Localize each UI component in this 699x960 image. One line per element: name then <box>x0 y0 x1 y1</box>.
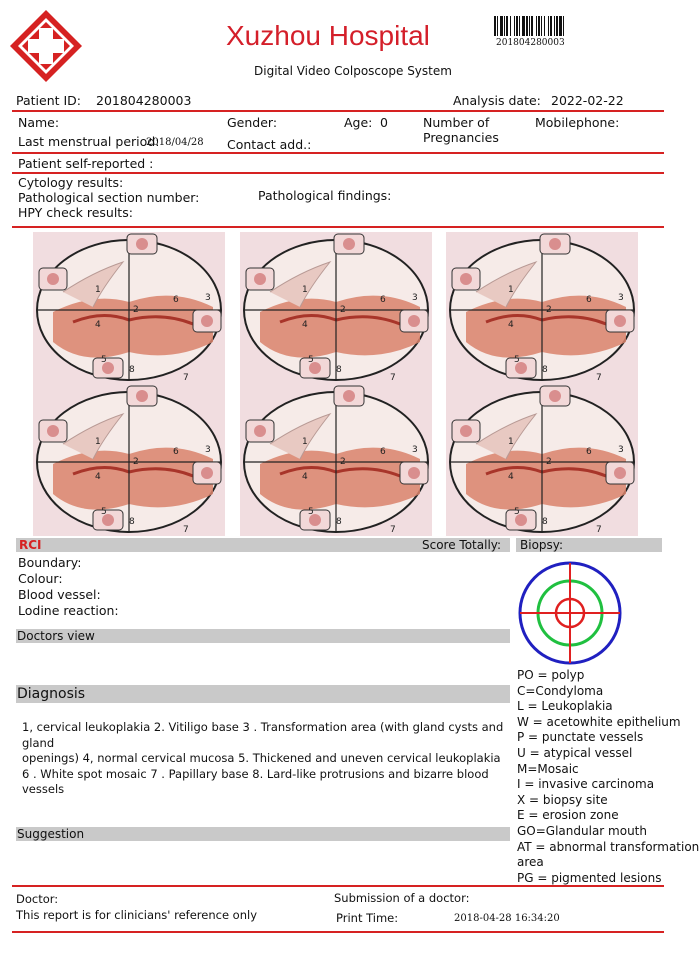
image-region-label: 4 <box>302 320 308 330</box>
divider <box>12 885 664 887</box>
image-region-label: 1 <box>508 285 514 295</box>
suggestion-bar <box>16 827 510 841</box>
divider <box>12 152 664 154</box>
analysis-date-label: Analysis date: <box>453 93 541 108</box>
contact-label: Contact add.: <box>227 137 312 152</box>
image-region-label: 1 <box>95 285 101 295</box>
image-region-label: 3 <box>412 293 418 303</box>
colposcope-image <box>240 232 432 384</box>
cytology-label: Cytology results: <box>18 175 124 190</box>
boundary-label: Boundary: <box>18 555 82 570</box>
colposcope-image <box>33 232 225 384</box>
image-region-label: 8 <box>542 365 548 375</box>
image-region-label: 2 <box>133 457 139 467</box>
disclaimer: This report is for clinicians' reference only <box>16 908 257 922</box>
image-region-label: 3 <box>618 445 624 455</box>
image-region-label: 7 <box>183 525 189 535</box>
legend-item: L = Leukoplakia <box>517 699 613 714</box>
analysis-date-value: 2022-02-22 <box>551 93 624 108</box>
colposcope-image <box>240 384 432 536</box>
doctors-view-title: Doctors view <box>17 629 95 643</box>
image-region-label: 2 <box>546 457 552 467</box>
image-region-label: 1 <box>508 437 514 447</box>
colposcope-image <box>33 384 225 536</box>
print-time-label: Print Time: <box>336 911 399 925</box>
image-region-label: 6 <box>173 447 179 457</box>
image-region-label: 5 <box>101 355 107 365</box>
image-region-label: 6 <box>586 295 592 305</box>
divider <box>12 931 664 933</box>
image-region-label: 7 <box>390 373 396 383</box>
image-region-label: 3 <box>205 293 211 303</box>
hospital-logo <box>8 8 84 84</box>
image-region-label: 8 <box>336 365 342 375</box>
iodine-label: Lodine reaction: <box>18 603 119 618</box>
legend-item: C=Condyloma <box>517 683 604 698</box>
image-region-label: 8 <box>129 365 135 375</box>
age-value: 0 <box>380 115 388 130</box>
image-region-label: 2 <box>340 457 346 467</box>
name-label: Name: <box>18 115 60 130</box>
diagnosis-line: openings) 4, normal cervical mucosa 5. Thickened and uneven cervical leukoplakia <box>22 751 501 766</box>
legend-item: PG = pigmented lesions <box>517 870 662 885</box>
biopsy-target-diagram <box>516 562 624 666</box>
image-region-label: 7 <box>390 525 396 535</box>
lmp-label: Last menstrual period: <box>18 134 160 149</box>
legend-item: area <box>517 855 544 870</box>
barcode-number: 201804280003 <box>496 38 565 48</box>
blood-vessel-label: Blood vessel: <box>18 587 101 602</box>
divider <box>12 172 664 174</box>
legend-item: PO = polyp <box>517 668 585 682</box>
pregnancies-label: Number of Pregnancies <box>423 115 499 145</box>
image-region-label: 3 <box>412 445 418 455</box>
image-region-label: 3 <box>205 445 211 455</box>
suggestion-title: Suggestion <box>17 827 85 841</box>
legend-item: X = biopsy site <box>517 792 608 807</box>
image-region-label: 5 <box>514 507 520 517</box>
submission-label: Submission of a doctor: <box>334 891 470 905</box>
divider <box>12 226 664 228</box>
image-region-label: 7 <box>596 373 602 383</box>
legend-item: W = acetowhite epithelium <box>517 714 681 729</box>
patient-id-label: Patient ID: <box>16 93 82 108</box>
legend-item: U = atypical vessel <box>517 745 633 760</box>
legend-item: E = erosion zone <box>517 808 619 823</box>
abbreviation-legend <box>517 668 699 886</box>
image-region-label: 5 <box>308 355 314 365</box>
mobile-label: Mobilephone: <box>535 115 620 130</box>
image-region-label: 6 <box>586 447 592 457</box>
diagnosis-line: 6 . White spot mosaic 7 . Papillary base 8. Lard-like protrusions and bizarre blood vessels <box>22 766 489 797</box>
image-region-label: 6 <box>380 295 386 305</box>
image-region-label: 4 <box>95 320 101 330</box>
image-region-label: 7 <box>596 525 602 535</box>
image-region-label: 5 <box>514 355 520 365</box>
image-region-label: 5 <box>308 507 314 517</box>
colour-label: Colour: <box>18 571 63 586</box>
legend-item: AT = abnormal transformation <box>517 839 699 854</box>
image-region-label: 8 <box>542 517 548 527</box>
system-name: Digital Video Colposcope System <box>254 64 452 78</box>
legend-item: M=Mosaic <box>517 761 579 776</box>
diagnosis-bar <box>16 685 510 703</box>
image-region-label: 1 <box>95 437 101 447</box>
legend-item: I = invasive carcinoma <box>517 777 655 792</box>
findings-label: Pathological findings: <box>258 188 392 203</box>
image-region-label: 2 <box>340 305 346 315</box>
image-region-label: 3 <box>618 293 624 303</box>
section-number-label: Pathological section number: <box>18 190 200 205</box>
image-region-label: 7 <box>183 373 189 383</box>
doctor-label: Doctor: <box>16 892 59 906</box>
image-region-label: 4 <box>508 320 514 330</box>
gender-label: Gender: <box>227 115 278 130</box>
image-region-label: 2 <box>133 305 139 315</box>
hospital-name: Xuzhou Hospital <box>226 20 430 51</box>
colposcope-image <box>446 232 638 384</box>
rci-title: RCI <box>19 538 42 552</box>
diagnosis-text <box>22 720 512 798</box>
image-region-label: 8 <box>129 517 135 527</box>
image-region-label: 6 <box>380 447 386 457</box>
image-region-label: 4 <box>508 472 514 482</box>
barcode <box>494 16 634 36</box>
colposcope-image <box>446 384 638 536</box>
score-label: Score Totally: <box>422 538 502 552</box>
image-region-label: 4 <box>95 472 101 482</box>
image-region-label: 6 <box>173 295 179 305</box>
image-region-label: 5 <box>101 507 107 517</box>
diagnosis-title: Diagnosis <box>17 686 86 702</box>
legend-item: P = punctate vessels <box>517 730 644 745</box>
image-region-label: 1 <box>302 285 308 295</box>
age-label: Age: <box>344 115 373 130</box>
image-region-label: 8 <box>336 517 342 527</box>
hpv-label: HPY check results: <box>18 205 133 220</box>
image-region-label: 4 <box>302 472 308 482</box>
divider <box>12 110 664 112</box>
image-region-label: 1 <box>302 437 308 447</box>
legend-item: GO=Glandular mouth <box>517 823 647 838</box>
print-time-value: 2018-04-28 16:34:20 <box>454 913 560 924</box>
patient-id-value: 201804280003 <box>96 93 192 108</box>
image-region-label: 2 <box>546 305 552 315</box>
self-reported-label: Patient self-reported : <box>18 156 154 171</box>
diagnosis-line: 1, cervical leukoplakia 2. Vitiligo base 3 . Transformation area (with gland cysts and gland <box>22 720 504 750</box>
biopsy-label: Biopsy: <box>520 538 564 552</box>
lmp-value: 2018/04/28 <box>146 137 204 148</box>
